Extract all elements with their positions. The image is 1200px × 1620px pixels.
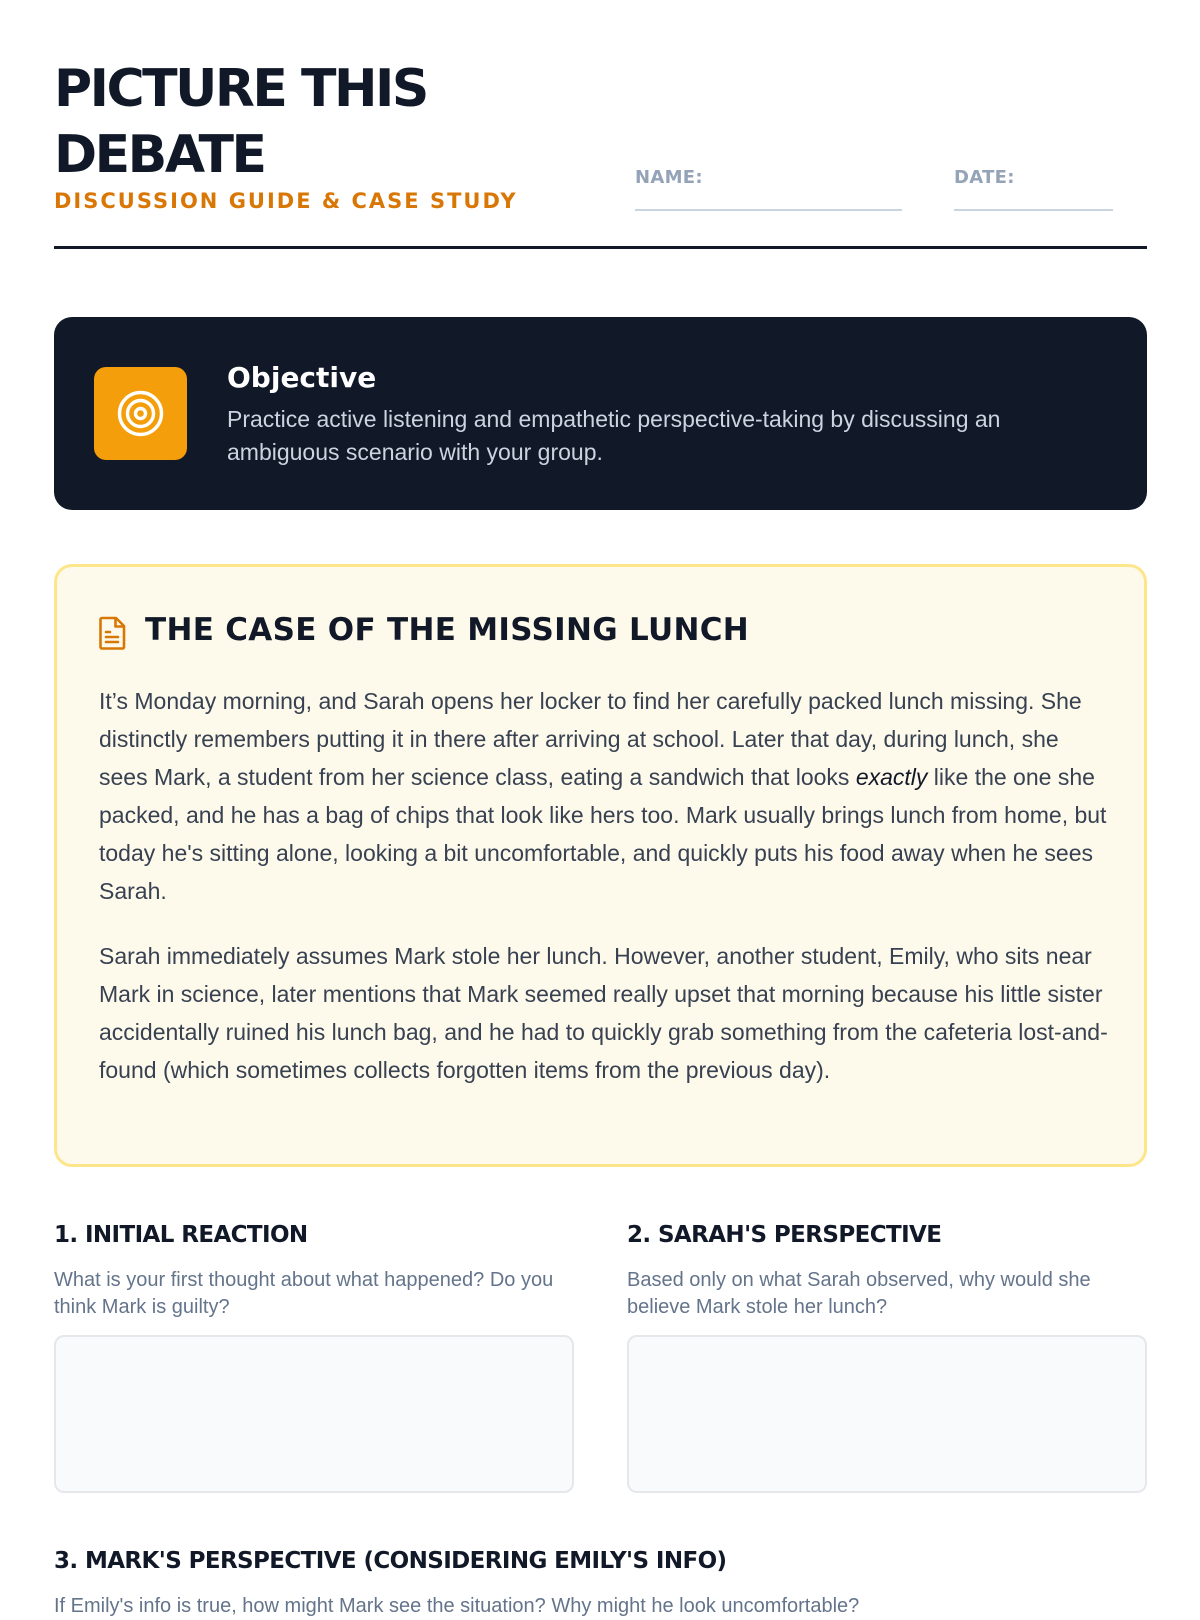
question-1-prompt: What is your first thought about what happened? Do you think Mark is guilty? <box>54 1269 554 1318</box>
name-field[interactable] <box>635 167 902 211</box>
question-3-title: 3. MARK'S PERSPECTIVE (CONSIDERING EMILY'S INFO) <box>54 1548 727 1574</box>
page-subtitle: DISCUSSION GUIDE & CASE STUDY <box>54 189 518 213</box>
header-divider <box>54 246 1147 249</box>
case-title: THE CASE OF THE MISSING LUNCH <box>145 612 749 648</box>
question-1-answer-box[interactable] <box>54 1335 574 1493</box>
case-study-card <box>54 564 1147 1167</box>
question-2-answer-box[interactable] <box>627 1335 1147 1493</box>
date-label: DATE: <box>954 167 1015 188</box>
question-2-title: 2. SARAH'S PERSPECTIVE <box>627 1222 942 1248</box>
target-icon <box>94 367 187 460</box>
document-icon <box>99 616 127 655</box>
case-paragraph-1-end: like the one she packed, and he has a bag of chips that look like hers too. Mark usually brings lunch from home, but today he's sitting alone, looking a bit uncomfortable, and quickly puts his food away when he sees Sarah. <box>99 764 1107 904</box>
objective-title: Objective <box>227 361 377 394</box>
objective-text: Practice active listening and empathetic perspective-taking by discussing an ambiguous scenario with your group. <box>227 406 1001 465</box>
question-2-prompt: Based only on what Sarah observed, why would she believe Mark stole her lunch? <box>627 1269 1091 1318</box>
worksheet-header <box>54 52 1147 248</box>
name-label: NAME: <box>635 167 703 188</box>
worksheet-page <box>54 0 1147 1617</box>
title-line-1: PICTURE THIS <box>54 59 427 119</box>
question-3-prompt: If Emily's info is true, how might Mark see the situation? Why might he look uncomfortable? <box>54 1595 860 1617</box>
case-paragraph-1-emphasis: exactly <box>855 764 928 790</box>
date-field[interactable] <box>954 167 1113 211</box>
case-paragraph-2: Sarah immediately assumes Mark stole her lunch. However, another student, Emily, who sits near Mark in science, later mentions that Mark seemed really upset that morning because his little sister accidentally ruined his lunch bag, and he had to quickly grab something from the cafeteria lost-and-found (which sometimes collects forgotten items from the previous day). <box>99 943 1108 1083</box>
objective-card <box>54 317 1147 510</box>
case-paragraph-1-start: It’s Monday morning, and Sarah opens her locker to find her carefully packed lunch missing. She distinctly remembers putting it in there after arriving at school. Later that day, during lunch, she sees Mark, a student from her science class, eating a sandwich that looks <box>99 688 1082 790</box>
case-paragraph-1 <box>99 682 1109 910</box>
title-line-2: DEBATE <box>54 125 265 185</box>
question-1-title: 1. INITIAL REACTION <box>54 1222 308 1248</box>
page-title <box>54 56 574 188</box>
